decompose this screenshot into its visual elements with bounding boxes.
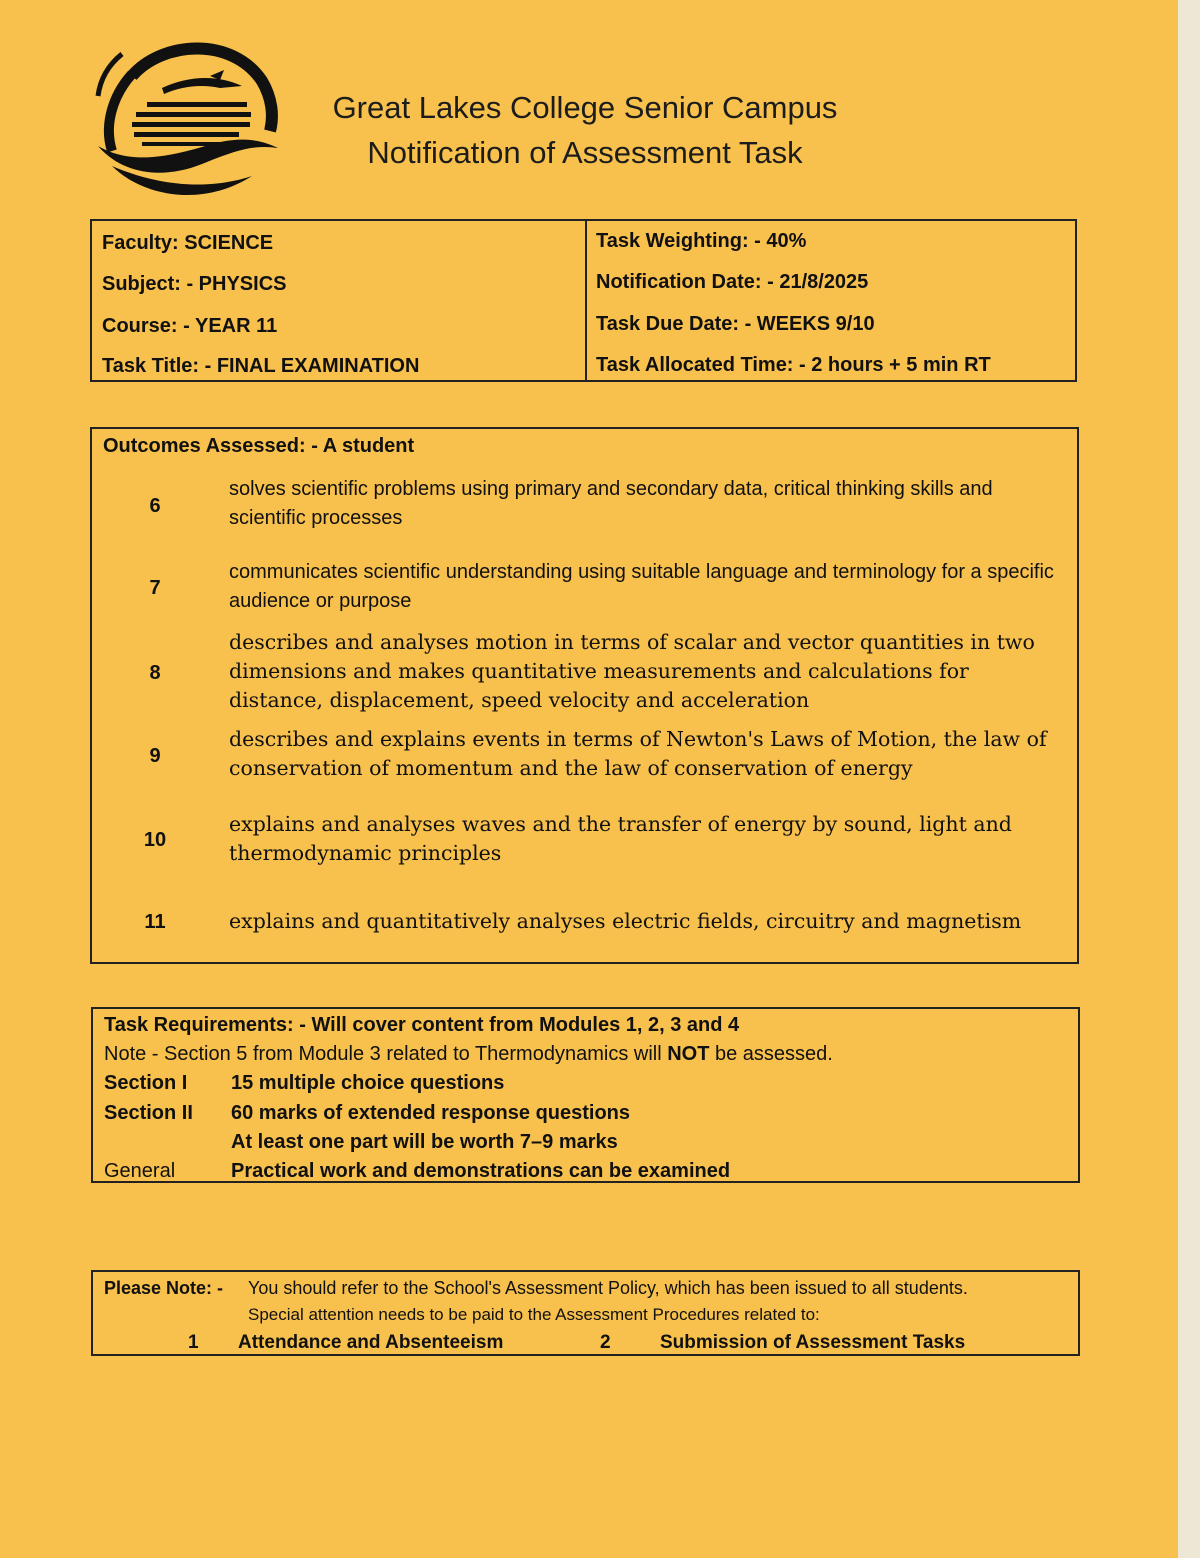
outcome-text: solves scientific problems using primary and secondary data, critical thinking skills and scientific processes xyxy=(229,478,993,529)
outcome-text: explains and analyses waves and the transfer of energy by sound, light and thermodynamic principles xyxy=(229,812,1012,865)
document-title: Notification of Assessment Task xyxy=(367,135,803,170)
note-item-number: 2 xyxy=(600,1332,611,1353)
requirements-note xyxy=(104,1043,833,1066)
college-logo xyxy=(92,36,278,204)
task-info-right-column xyxy=(587,221,1075,380)
please-note-box xyxy=(91,1270,1080,1356)
note-item-text: Attendance and Absenteeism xyxy=(238,1332,504,1353)
outcome-text: explains and quantitatively analyses electric fields, circuitry and magnetism xyxy=(229,909,1022,933)
please-note-line1: You should refer to the School's Assessment Policy, which has been issued to all students. xyxy=(248,1278,968,1298)
please-note-line2: Special attention needs to be paid to the Assessment Procedures related to: xyxy=(248,1305,820,1324)
requirements-note-text-end: be assessed. xyxy=(709,1043,833,1065)
note-item-text: Submission of Assessment Tasks xyxy=(660,1332,966,1353)
task-info-table xyxy=(90,219,1077,382)
requirement-label: Section I xyxy=(104,1072,188,1094)
scan-edge xyxy=(1178,0,1200,1558)
requirement-label: General xyxy=(104,1160,176,1182)
requirements-note-text: Note - Section 5 from Module 3 related to Thermodynamics will xyxy=(104,1043,668,1065)
task-requirements-box xyxy=(91,1007,1080,1183)
outcome-number: 9 xyxy=(149,745,161,767)
task-info-left-column xyxy=(92,221,587,380)
college-name: Great Lakes College Senior Campus xyxy=(332,90,838,125)
outcome-number: 10 xyxy=(143,829,167,851)
outcome-text: describes and analyses motion in terms of scalar and vector quantities in two dimensions and makes quantitative measurements and calculations for distance, displacement, speed velocity and acceleration xyxy=(229,630,1035,712)
requirement-text: 60 marks of extended response questions xyxy=(231,1102,631,1124)
requirement-text: At least one part will be worth 7–9 marks xyxy=(231,1131,618,1153)
outcomes-assessed-box xyxy=(90,427,1079,964)
outcome-text: describes and explains events in terms of Newton's Laws of Motion, the law of conservation of momentum and the law of conservation of energy xyxy=(229,727,1047,780)
requirements-note-emphasis: NOT xyxy=(667,1043,710,1065)
outcome-number: 7 xyxy=(149,577,161,599)
requirements-heading: Task Requirements: - Will cover content from Modules 1, 2, 3 and 4 xyxy=(104,1014,740,1036)
task-weighting-field: Task Weighting: - 40% xyxy=(596,230,807,252)
subject-field: Subject: - PHYSICS xyxy=(102,273,287,295)
task-allocated-time-field: Task Allocated Time: - 2 hours + 5 min RT xyxy=(596,354,991,376)
please-note-label: Please Note: - xyxy=(104,1278,224,1298)
requirement-text: Practical work and demonstrations can be examined xyxy=(231,1160,731,1182)
notification-date-field: Notification Date: - 21/8/2025 xyxy=(596,271,869,293)
course-field: Course: - YEAR 11 xyxy=(102,315,278,337)
outcome-number: 8 xyxy=(149,662,161,684)
outcome-text: communicates scientific understanding using suitable language and terminology for a specific audience or purpose xyxy=(229,561,1054,612)
faculty-field: Faculty: SCIENCE xyxy=(102,232,274,254)
task-due-date-field: Task Due Date: - WEEKS 9/10 xyxy=(596,313,875,335)
task-title-field: Task Title: - FINAL EXAMINATION xyxy=(102,355,420,377)
outcome-number: 11 xyxy=(144,911,166,933)
requirement-label: Section II xyxy=(104,1102,193,1124)
requirement-text: 15 multiple choice questions xyxy=(231,1072,505,1094)
outcomes-heading: Outcomes Assessed: - A student xyxy=(103,435,415,457)
outcome-number: 6 xyxy=(149,495,161,517)
note-item-number: 1 xyxy=(188,1332,199,1353)
